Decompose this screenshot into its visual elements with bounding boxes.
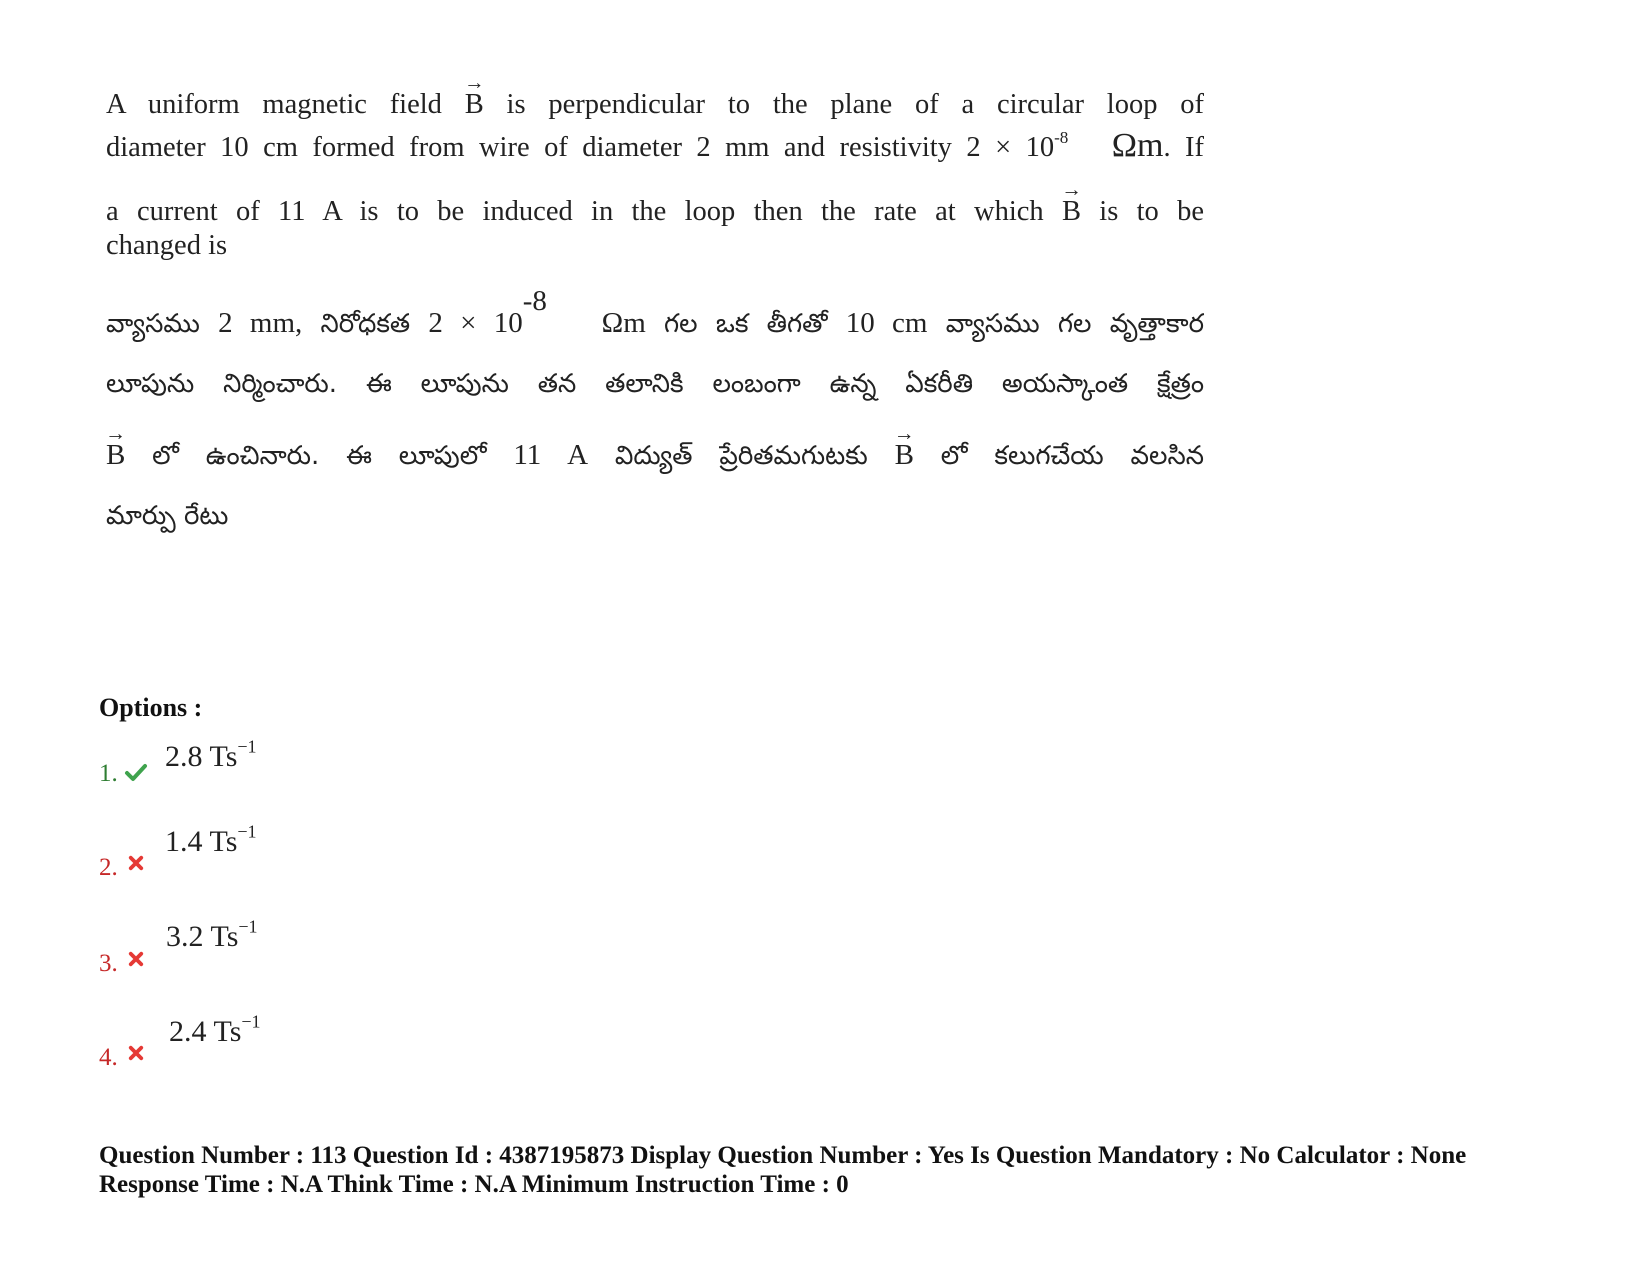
text-run: changed is <box>106 230 228 262</box>
text-run: 11 A <box>513 439 589 472</box>
vector-b: → B <box>1062 195 1081 229</box>
vector-b: → B <box>465 88 484 122</box>
option-value <box>166 916 258 954</box>
option-value <box>169 1011 261 1049</box>
text-run: లూపును నిర్మించారు. ఈ లూపును తన తలానికి లంబంగా ఉన్న ఏకరీతి అయస్కాంత క్షేత్రం <box>106 368 1204 399</box>
option-value-text: 3.2 Ts <box>166 920 239 953</box>
text-run: . If <box>1163 132 1204 164</box>
options-label: Options : <box>99 693 203 722</box>
text-run: a current of 11 A is to be induced in the loop then the rate at which <box>106 195 1062 227</box>
option-value-text: 2.8 Ts <box>165 740 238 773</box>
text-run: వ్యాసము <box>106 309 219 340</box>
text-run: 2 mm, <box>218 307 303 340</box>
exponent: −1 <box>241 1011 261 1032</box>
exponent: −1 <box>238 916 258 937</box>
vector-b: → B <box>106 438 125 473</box>
question-telugu-line-4 <box>106 501 1204 532</box>
text-run: నిరోధకత <box>302 309 429 340</box>
question-english-line-2 <box>106 126 1204 167</box>
text-run: A uniform magnetic field <box>106 89 465 120</box>
ohm-metre-unit: Ωm <box>1111 127 1164 165</box>
metadata-line-1: Question Number : 113 Question Id : 4387195873 Display Question Number : Yes Is Question Mandatory : No Calculator : None <box>99 1142 1467 1169</box>
option-number: 4. <box>99 1044 118 1071</box>
ohm-metre-unit: Ωm <box>601 307 646 340</box>
text-run: విద్యుత్ ప్రేరితమగుటకు <box>588 441 895 472</box>
exponent: −1 <box>237 736 257 757</box>
text-run: వ్యాసము గల వృత్తాకార <box>927 309 1204 340</box>
vector-b: → B <box>895 438 914 473</box>
question-telugu-line-1 <box>106 285 1204 341</box>
text-run: లో ఉంచినారు. ఈ లూపులో <box>125 441 514 472</box>
text-run: is to be <box>1081 195 1205 227</box>
metadata-line-2: Response Time : N.A Think Time : N.A Minimum Instruction Time : 0 <box>99 1171 849 1198</box>
option-number: 2. <box>99 854 118 881</box>
check-icon <box>124 760 148 784</box>
text-run: is perpendicular to the plane of a circular loop of <box>483 89 1204 120</box>
question-english-line-3 <box>106 195 1204 229</box>
option-value-text: 1.4 Ts <box>165 825 238 858</box>
text-run: గల ఒక తీగతో <box>645 309 846 340</box>
question-text <box>106 60 1204 532</box>
exponent: -8 <box>1054 128 1069 148</box>
question-english-line-1 <box>106 88 1204 122</box>
question-metadata <box>99 1141 1466 1199</box>
option-value-text: 2.4 Ts <box>169 1015 242 1048</box>
option-value <box>165 736 257 774</box>
option-value <box>165 821 257 859</box>
cross-icon <box>127 950 145 968</box>
option-number: 1. <box>99 760 118 787</box>
text-run: మార్పు రేటు <box>106 500 229 531</box>
exponent: -8 <box>522 285 547 318</box>
cross-icon <box>127 1044 145 1062</box>
text-run: లో కలుగచేయ వలసిన <box>913 441 1204 472</box>
question-english-line-4 <box>106 229 1204 263</box>
text-run: 10 cm <box>845 307 928 340</box>
text-run: 2 × 10 <box>428 307 523 340</box>
exponent: −1 <box>237 821 257 842</box>
text-run: diameter 10 cm formed from wire of diameter 2 mm and resistivity 2 × 10 <box>106 132 1055 164</box>
question-telugu-line-2 <box>106 369 1204 400</box>
question-telugu-line-3 <box>106 438 1204 473</box>
cross-icon <box>127 854 145 872</box>
option-number: 3. <box>99 950 118 977</box>
